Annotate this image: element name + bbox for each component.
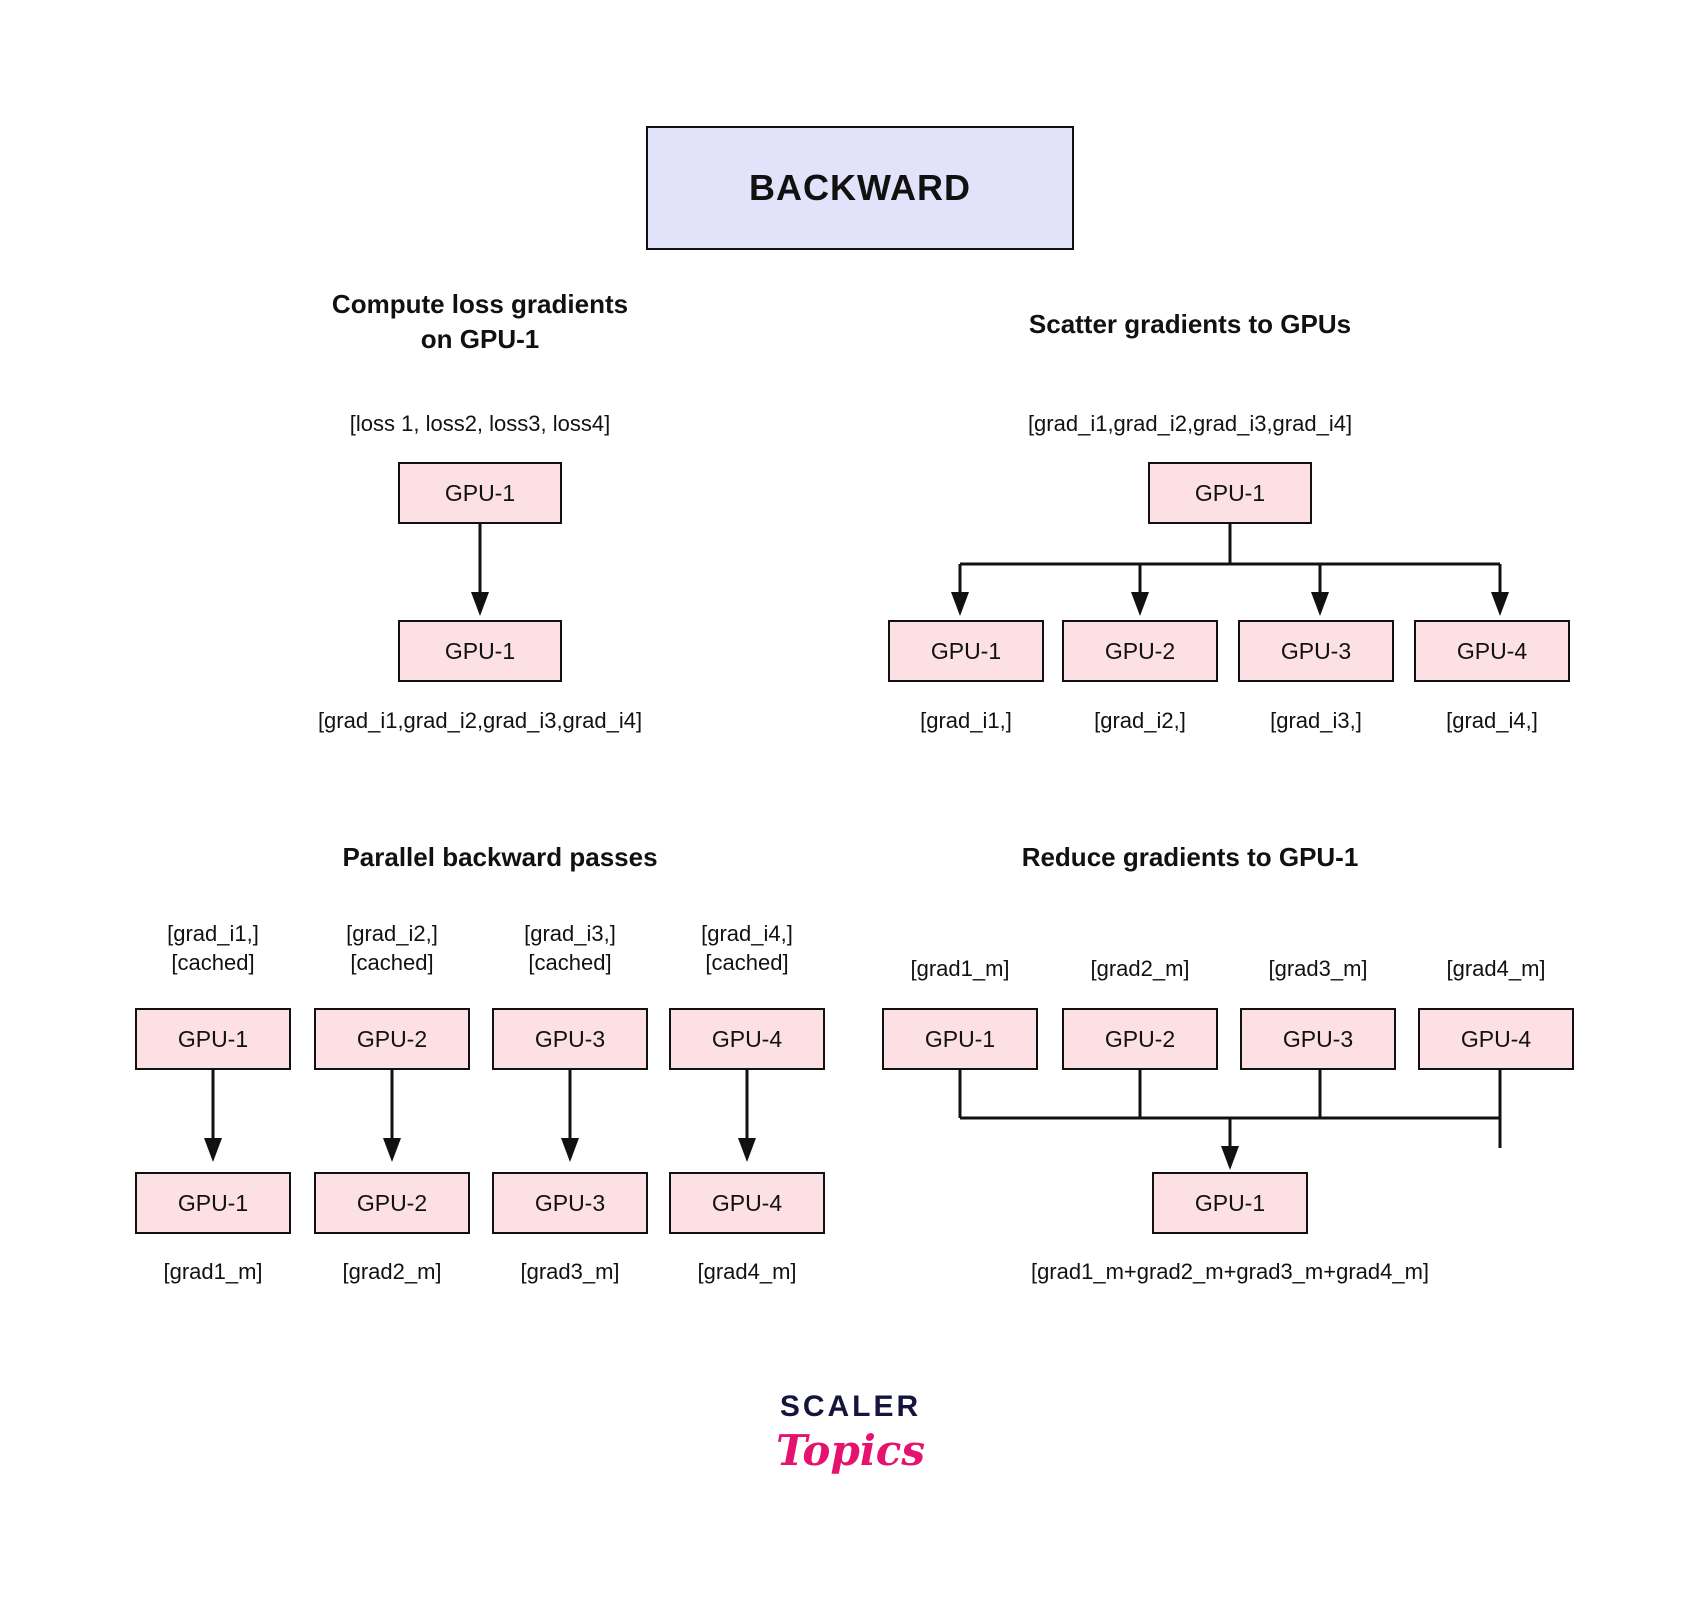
parallel-col-1-input-line1: [grad_i1,] xyxy=(167,921,259,946)
scatter-target-label-1: [grad_i1,] xyxy=(920,708,1012,733)
parallel-col-2-top-box-label: GPU-2 xyxy=(356,1025,428,1052)
parallel-col-3-input-label xyxy=(470,920,670,977)
banner-backward xyxy=(646,126,1074,250)
reduce-target-box-gpu1 xyxy=(1152,1172,1308,1234)
compute-bottom-box-label: GPU-1 xyxy=(444,637,516,664)
parallel-col-3-arrow xyxy=(492,1070,648,1166)
parallel-col-3-bottom-box-label: GPU-3 xyxy=(534,1189,606,1216)
scatter-target-label-4: [grad_i4,] xyxy=(1446,708,1538,733)
parallel-col-4-top-box-label: GPU-4 xyxy=(711,1025,783,1052)
scatter-connectors xyxy=(900,524,1620,620)
parallel-col-3-top-box-label: GPU-3 xyxy=(534,1025,606,1052)
parallel-col-2-input-line2: [cached] xyxy=(350,949,434,975)
logo xyxy=(0,1390,1701,1475)
reduce-output-label: [grad1_m+grad2_m+grad3_m+grad4_m] xyxy=(1030,1259,1430,1284)
parallel-col-4-top-box xyxy=(669,1008,825,1070)
parallel-col-2-arrow xyxy=(314,1070,470,1166)
parallel-col-2-top-box xyxy=(314,1008,470,1070)
parallel-col-4-input-label xyxy=(647,920,847,977)
reduce-source-label-3: [grad3_m] xyxy=(1268,956,1368,981)
scatter-target-box-4 xyxy=(1414,620,1570,682)
reduce-source-label-4: [grad4_m] xyxy=(1446,956,1546,981)
scatter-input-label: [grad_i1,grad_i2,grad_i3,grad_i4] xyxy=(1027,411,1353,436)
compute-arrow-down xyxy=(398,524,562,620)
scatter-target-box-4-label: GPU-4 xyxy=(1456,637,1528,664)
scatter-source-box-gpu1 xyxy=(1148,462,1312,524)
parallel-col-1-top-box xyxy=(135,1008,291,1070)
reduce-source-box-1-label: GPU-1 xyxy=(924,1025,996,1052)
section-title-reduce: Reduce gradients to GPU-1 xyxy=(1021,842,1359,872)
parallel-col-3-input-line1: [grad_i3,] xyxy=(524,921,616,946)
reduce-target-box-label: GPU-1 xyxy=(1194,1189,1266,1216)
parallel-col-3-bottom-box xyxy=(492,1172,648,1234)
parallel-col-3-input-line2: [cached] xyxy=(528,949,612,975)
reduce-connectors xyxy=(880,1070,1600,1172)
reduce-source-box-4-label: GPU-4 xyxy=(1460,1025,1532,1052)
reduce-source-box-2-label: GPU-2 xyxy=(1104,1025,1176,1052)
parallel-col-2-output-label: [grad2_m] xyxy=(342,1259,442,1284)
parallel-col-4-output-label: [grad4_m] xyxy=(697,1259,797,1284)
scatter-target-box-1 xyxy=(888,620,1044,682)
reduce-source-label-2: [grad2_m] xyxy=(1090,956,1190,981)
scatter-target-box-2 xyxy=(1062,620,1218,682)
parallel-col-4-input-line1: [grad_i4,] xyxy=(701,921,793,946)
section-title-compute-line1: Compute loss gradients xyxy=(331,289,629,319)
scatter-target-box-3-label: GPU-3 xyxy=(1280,637,1352,664)
parallel-col-3-output-label: [grad3_m] xyxy=(520,1259,620,1284)
section-title-compute xyxy=(200,287,760,357)
scatter-source-box-label: GPU-1 xyxy=(1194,479,1266,506)
compute-bottom-box-gpu1 xyxy=(398,620,562,682)
reduce-source-box-2 xyxy=(1062,1008,1218,1070)
parallel-col-4-bottom-box xyxy=(669,1172,825,1234)
logo-primary-text: SCALER xyxy=(779,1390,922,1423)
parallel-col-1-input-line2: [cached] xyxy=(171,949,255,975)
scatter-target-box-3 xyxy=(1238,620,1394,682)
parallel-col-1-bottom-box-label: GPU-1 xyxy=(177,1189,249,1216)
section-title-scatter: Scatter gradients to GPUs xyxy=(1028,309,1352,339)
reduce-source-box-3 xyxy=(1240,1008,1396,1070)
parallel-col-2-bottom-box-label: GPU-2 xyxy=(356,1189,428,1216)
parallel-col-1-output-label: [grad1_m] xyxy=(163,1259,263,1284)
scatter-target-label-2: [grad_i2,] xyxy=(1094,708,1186,733)
parallel-col-1-bottom-box xyxy=(135,1172,291,1234)
compute-output-label: [grad_i1,grad_i2,grad_i3,grad_i4] xyxy=(317,708,643,733)
parallel-col-4-input-line2: [cached] xyxy=(705,949,789,975)
compute-top-box-gpu1 xyxy=(398,462,562,524)
parallel-col-1-arrow xyxy=(135,1070,291,1166)
parallel-col-2-input-label xyxy=(292,920,492,977)
parallel-col-2-input-line1: [grad_i2,] xyxy=(346,921,438,946)
reduce-source-box-4 xyxy=(1418,1008,1574,1070)
logo-secondary-text: Topics xyxy=(776,1426,925,1475)
scatter-target-label-3: [grad_i3,] xyxy=(1270,708,1362,733)
reduce-source-box-3-label: GPU-3 xyxy=(1282,1025,1354,1052)
reduce-source-label-1: [grad1_m] xyxy=(910,956,1010,981)
scatter-target-box-1-label: GPU-1 xyxy=(930,637,1002,664)
compute-input-label: [loss 1, loss2, loss3, loss4] xyxy=(349,411,611,436)
parallel-col-4-bottom-box-label: GPU-4 xyxy=(711,1189,783,1216)
section-title-compute-line2: on GPU-1 xyxy=(420,324,540,355)
parallel-col-1-top-box-label: GPU-1 xyxy=(177,1025,249,1052)
banner-title: BACKWARD xyxy=(749,167,971,208)
parallel-col-4-arrow xyxy=(669,1070,825,1166)
reduce-source-box-1 xyxy=(882,1008,1038,1070)
scatter-target-box-2-label: GPU-2 xyxy=(1104,637,1176,664)
compute-top-box-label: GPU-1 xyxy=(444,479,516,506)
parallel-col-1-input-label xyxy=(113,920,313,977)
parallel-col-3-top-box xyxy=(492,1008,648,1070)
parallel-col-2-bottom-box xyxy=(314,1172,470,1234)
section-title-parallel: Parallel backward passes xyxy=(342,842,658,872)
